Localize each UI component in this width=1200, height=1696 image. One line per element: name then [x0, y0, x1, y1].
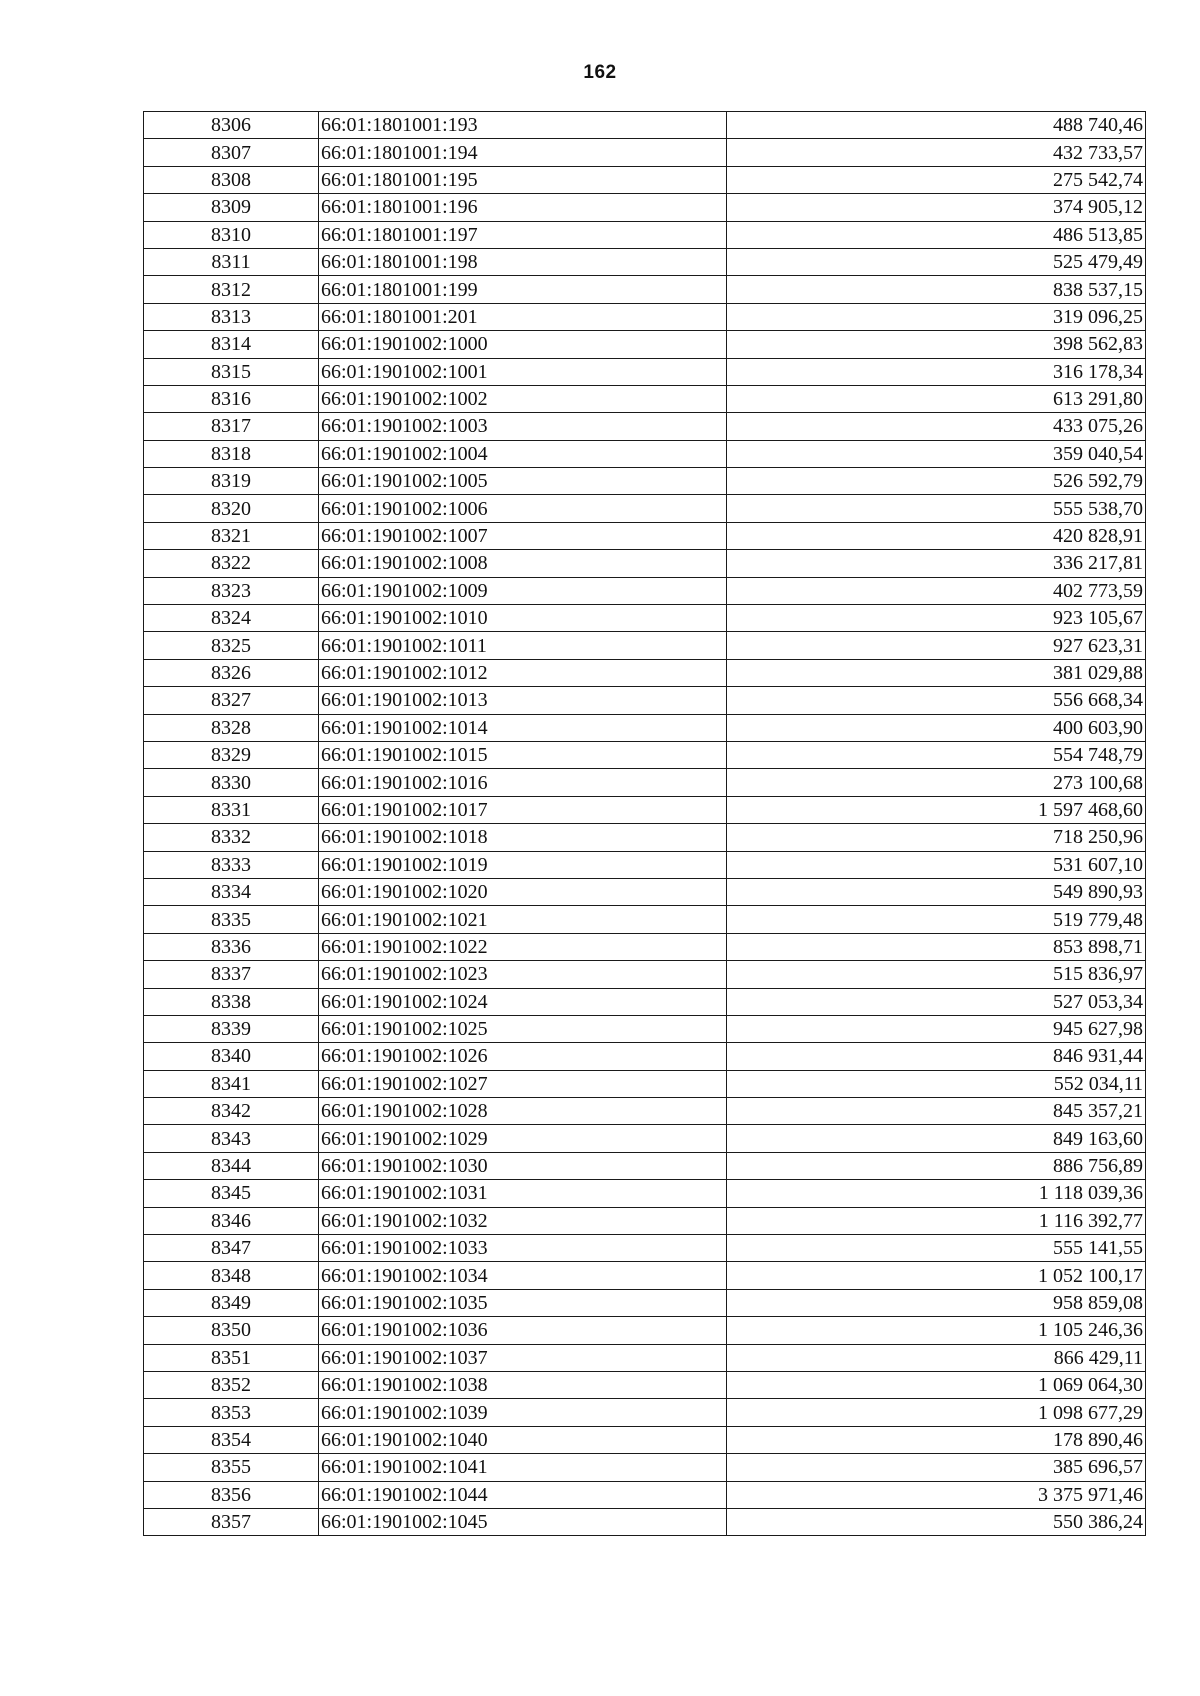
cadastral-value-cell: 1 597 468,60 — [727, 796, 1146, 823]
table-row — [144, 933, 1146, 960]
cadastral-number-cell: 66:01:1901002:1035 — [319, 1289, 727, 1316]
cadastral-value-cell: 1 098 677,29 — [727, 1399, 1146, 1426]
table-row — [144, 1125, 1146, 1152]
cadastral-number-cell: 66:01:1901002:1022 — [319, 933, 727, 960]
cadastral-value-cell: 432 733,57 — [727, 139, 1146, 166]
cadastral-number-cell: 66:01:1901002:1006 — [319, 495, 727, 522]
cadastral-number-cell: 66:01:1901002:1039 — [319, 1399, 727, 1426]
table-row — [144, 166, 1146, 193]
row-number-cell: 8323 — [144, 577, 319, 604]
cadastral-number-cell: 66:01:1901002:1040 — [319, 1426, 727, 1453]
cadastral-value-cell: 525 479,49 — [727, 248, 1146, 275]
cadastral-number-cell: 66:01:1801001:198 — [319, 248, 727, 275]
row-number-cell: 8349 — [144, 1289, 319, 1316]
table-row — [144, 824, 1146, 851]
cadastral-number-cell: 66:01:1901002:1016 — [319, 769, 727, 796]
cadastral-value-cell: 554 748,79 — [727, 741, 1146, 768]
row-number-cell: 8320 — [144, 495, 319, 522]
row-number-cell: 8345 — [144, 1180, 319, 1207]
row-number-cell: 8316 — [144, 385, 319, 412]
cadastral-value-cell: 552 034,11 — [727, 1070, 1146, 1097]
row-number-cell: 8327 — [144, 687, 319, 714]
cadastral-number-cell: 66:01:1901002:1002 — [319, 385, 727, 412]
cadastral-number-cell: 66:01:1901002:1021 — [319, 906, 727, 933]
cadastral-value-cell: 923 105,67 — [727, 605, 1146, 632]
cadastral-number-cell: 66:01:1901002:1010 — [319, 605, 727, 632]
cadastral-value-table — [143, 111, 1146, 1536]
table-row — [144, 248, 1146, 275]
row-number-cell: 8334 — [144, 878, 319, 905]
cadastral-value-cell: 336 217,81 — [727, 550, 1146, 577]
table-row — [144, 1098, 1146, 1125]
cadastral-number-cell: 66:01:1901002:1031 — [319, 1180, 727, 1207]
cadastral-value-cell: 527 053,34 — [727, 988, 1146, 1015]
cadastral-number-cell: 66:01:1901002:1026 — [319, 1043, 727, 1070]
table-row — [144, 741, 1146, 768]
table-row — [144, 1371, 1146, 1398]
row-number-cell: 8339 — [144, 1015, 319, 1042]
cadastral-value-cell: 433 075,26 — [727, 413, 1146, 440]
cadastral-value-cell: 556 668,34 — [727, 687, 1146, 714]
table-row — [144, 139, 1146, 166]
table-row — [144, 1508, 1146, 1535]
cadastral-number-cell: 66:01:1901002:1001 — [319, 358, 727, 385]
row-number-cell: 8355 — [144, 1454, 319, 1481]
row-number-cell: 8310 — [144, 221, 319, 248]
cadastral-value-cell: 849 163,60 — [727, 1125, 1146, 1152]
row-number-cell: 8328 — [144, 714, 319, 741]
row-number-cell: 8308 — [144, 166, 319, 193]
table-row — [144, 550, 1146, 577]
table-row — [144, 1152, 1146, 1179]
row-number-cell: 8317 — [144, 413, 319, 440]
cadastral-value-cell: 515 836,97 — [727, 961, 1146, 988]
cadastral-number-cell: 66:01:1901002:1004 — [319, 440, 727, 467]
table-row — [144, 522, 1146, 549]
cadastral-number-cell: 66:01:1801001:195 — [319, 166, 727, 193]
row-number-cell: 8312 — [144, 276, 319, 303]
cadastral-value-cell: 319 096,25 — [727, 303, 1146, 330]
cadastral-number-cell: 66:01:1901002:1011 — [319, 632, 727, 659]
cadastral-number-cell: 66:01:1801001:197 — [319, 221, 727, 248]
table-row — [144, 1043, 1146, 1070]
table-row — [144, 1180, 1146, 1207]
table-body — [144, 112, 1146, 1536]
cadastral-value-cell: 526 592,79 — [727, 468, 1146, 495]
row-number-cell: 8319 — [144, 468, 319, 495]
row-number-cell: 8336 — [144, 933, 319, 960]
cadastral-value-cell: 402 773,59 — [727, 577, 1146, 604]
table-row — [144, 851, 1146, 878]
table-row — [144, 1015, 1146, 1042]
row-number-cell: 8351 — [144, 1344, 319, 1371]
cadastral-value-cell: 400 603,90 — [727, 714, 1146, 741]
cadastral-number-cell: 66:01:1901002:1037 — [319, 1344, 727, 1371]
row-number-cell: 8340 — [144, 1043, 319, 1070]
row-number-cell: 8333 — [144, 851, 319, 878]
table-row — [144, 413, 1146, 440]
cadastral-number-cell: 66:01:1901002:1020 — [319, 878, 727, 905]
row-number-cell: 8353 — [144, 1399, 319, 1426]
table-row — [144, 1399, 1146, 1426]
cadastral-number-cell: 66:01:1901002:1018 — [319, 824, 727, 851]
cadastral-number-cell: 66:01:1901002:1019 — [319, 851, 727, 878]
table-row — [144, 1207, 1146, 1234]
row-number-cell: 8337 — [144, 961, 319, 988]
table-row — [144, 1344, 1146, 1371]
row-number-cell: 8311 — [144, 248, 319, 275]
cadastral-value-cell: 420 828,91 — [727, 522, 1146, 549]
cadastral-number-cell: 66:01:1901002:1000 — [319, 331, 727, 358]
cadastral-value-cell: 866 429,11 — [727, 1344, 1146, 1371]
table-row — [144, 687, 1146, 714]
cadastral-number-cell: 66:01:1901002:1028 — [319, 1098, 727, 1125]
row-number-cell: 8343 — [144, 1125, 319, 1152]
cadastral-number-cell: 66:01:1901002:1025 — [319, 1015, 727, 1042]
cadastral-value-cell: 3 375 971,46 — [727, 1481, 1146, 1508]
row-number-cell: 8329 — [144, 741, 319, 768]
table-row — [144, 1426, 1146, 1453]
table-row — [144, 605, 1146, 632]
table-row — [144, 1481, 1146, 1508]
table-row — [144, 194, 1146, 221]
table-row — [144, 906, 1146, 933]
page-number: 162 — [583, 62, 617, 83]
row-number-cell: 8331 — [144, 796, 319, 823]
table-row — [144, 988, 1146, 1015]
cadastral-number-cell: 66:01:1901002:1003 — [319, 413, 727, 440]
cadastral-number-cell: 66:01:1901002:1015 — [319, 741, 727, 768]
table-row — [144, 276, 1146, 303]
row-number-cell: 8350 — [144, 1317, 319, 1344]
cadastral-number-cell: 66:01:1901002:1007 — [319, 522, 727, 549]
cadastral-value-cell: 838 537,15 — [727, 276, 1146, 303]
row-number-cell: 8346 — [144, 1207, 319, 1234]
table-row — [144, 1289, 1146, 1316]
row-number-cell: 8347 — [144, 1235, 319, 1262]
table-row — [144, 714, 1146, 741]
table-row — [144, 769, 1146, 796]
row-number-cell: 8330 — [144, 769, 319, 796]
row-number-cell: 8341 — [144, 1070, 319, 1097]
cadastral-value-cell: 275 542,74 — [727, 166, 1146, 193]
row-number-cell: 8354 — [144, 1426, 319, 1453]
row-number-cell: 8307 — [144, 139, 319, 166]
cadastral-value-cell: 846 931,44 — [727, 1043, 1146, 1070]
table-row — [144, 440, 1146, 467]
cadastral-value-cell: 945 627,98 — [727, 1015, 1146, 1042]
row-number-cell: 8325 — [144, 632, 319, 659]
table-row — [144, 796, 1146, 823]
cadastral-number-cell: 66:01:1901002:1034 — [319, 1262, 727, 1289]
cadastral-value-cell: 613 291,80 — [727, 385, 1146, 412]
cadastral-number-cell: 66:01:1801001:199 — [319, 276, 727, 303]
cadastral-number-cell: 66:01:1901002:1041 — [319, 1454, 727, 1481]
table-row — [144, 577, 1146, 604]
cadastral-number-cell: 66:01:1801001:201 — [319, 303, 727, 330]
row-number-cell: 8309 — [144, 194, 319, 221]
cadastral-value-cell: 273 100,68 — [727, 769, 1146, 796]
cadastral-value-cell: 718 250,96 — [727, 824, 1146, 851]
table-row — [144, 1235, 1146, 1262]
table-row — [144, 358, 1146, 385]
row-number-cell: 8315 — [144, 358, 319, 385]
table-row — [144, 468, 1146, 495]
cadastral-value-cell: 853 898,71 — [727, 933, 1146, 960]
cadastral-number-cell: 66:01:1901002:1027 — [319, 1070, 727, 1097]
table-row — [144, 659, 1146, 686]
cadastral-value-cell: 316 178,34 — [727, 358, 1146, 385]
cadastral-number-cell: 66:01:1901002:1023 — [319, 961, 727, 988]
table-row — [144, 112, 1146, 139]
cadastral-number-cell: 66:01:1901002:1036 — [319, 1317, 727, 1344]
cadastral-number-cell: 66:01:1901002:1038 — [319, 1371, 727, 1398]
row-number-cell: 8332 — [144, 824, 319, 851]
table-row — [144, 1317, 1146, 1344]
table-row — [144, 303, 1146, 330]
row-number-cell: 8348 — [144, 1262, 319, 1289]
cadastral-value-cell: 178 890,46 — [727, 1426, 1146, 1453]
table-row — [144, 331, 1146, 358]
cadastral-value-cell: 555 538,70 — [727, 495, 1146, 522]
cadastral-value-cell: 555 141,55 — [727, 1235, 1146, 1262]
cadastral-number-cell: 66:01:1801001:194 — [319, 139, 727, 166]
table-row — [144, 221, 1146, 248]
table-row — [144, 632, 1146, 659]
table-row — [144, 495, 1146, 522]
cadastral-number-cell: 66:01:1901002:1029 — [319, 1125, 727, 1152]
cadastral-value-cell: 958 859,08 — [727, 1289, 1146, 1316]
cadastral-value-cell: 845 357,21 — [727, 1098, 1146, 1125]
row-number-cell: 8326 — [144, 659, 319, 686]
cadastral-value-cell: 1 052 100,17 — [727, 1262, 1146, 1289]
row-number-cell: 8318 — [144, 440, 319, 467]
cadastral-number-cell: 66:01:1901002:1005 — [319, 468, 727, 495]
cadastral-value-cell: 486 513,85 — [727, 221, 1146, 248]
cadastral-number-cell: 66:01:1801001:193 — [319, 112, 727, 139]
cadastral-number-cell: 66:01:1901002:1032 — [319, 1207, 727, 1234]
row-number-cell: 8314 — [144, 331, 319, 358]
row-number-cell: 8321 — [144, 522, 319, 549]
cadastral-number-cell: 66:01:1901002:1044 — [319, 1481, 727, 1508]
table-row — [144, 1454, 1146, 1481]
row-number-cell: 8342 — [144, 1098, 319, 1125]
table-row — [144, 385, 1146, 412]
table-row — [144, 961, 1146, 988]
row-number-cell: 8344 — [144, 1152, 319, 1179]
cadastral-value-cell: 550 386,24 — [727, 1508, 1146, 1535]
table-row — [144, 1070, 1146, 1097]
cadastral-number-cell: 66:01:1901002:1030 — [319, 1152, 727, 1179]
cadastral-value-cell: 531 607,10 — [727, 851, 1146, 878]
cadastral-number-cell: 66:01:1801001:196 — [319, 194, 727, 221]
cadastral-value-cell: 374 905,12 — [727, 194, 1146, 221]
cadastral-number-cell: 66:01:1901002:1017 — [319, 796, 727, 823]
cadastral-value-cell: 385 696,57 — [727, 1454, 1146, 1481]
cadastral-value-cell: 1 069 064,30 — [727, 1371, 1146, 1398]
cadastral-value-cell: 927 623,31 — [727, 632, 1146, 659]
cadastral-value-cell: 488 740,46 — [727, 112, 1146, 139]
cadastral-value-cell: 381 029,88 — [727, 659, 1146, 686]
row-number-cell: 8335 — [144, 906, 319, 933]
cadastral-number-cell: 66:01:1901002:1008 — [319, 550, 727, 577]
row-number-cell: 8324 — [144, 605, 319, 632]
row-number-cell: 8338 — [144, 988, 319, 1015]
row-number-cell: 8322 — [144, 550, 319, 577]
cadastral-number-cell: 66:01:1901002:1013 — [319, 687, 727, 714]
row-number-cell: 8352 — [144, 1371, 319, 1398]
row-number-cell: 8313 — [144, 303, 319, 330]
cadastral-number-cell: 66:01:1901002:1014 — [319, 714, 727, 741]
cadastral-value-cell: 549 890,93 — [727, 878, 1146, 905]
cadastral-number-cell: 66:01:1901002:1045 — [319, 1508, 727, 1535]
cadastral-number-cell: 66:01:1901002:1012 — [319, 659, 727, 686]
cadastral-number-cell: 66:01:1901002:1024 — [319, 988, 727, 1015]
row-number-cell: 8356 — [144, 1481, 319, 1508]
table-row — [144, 1262, 1146, 1289]
cadastral-number-cell: 66:01:1901002:1033 — [319, 1235, 727, 1262]
cadastral-value-cell: 519 779,48 — [727, 906, 1146, 933]
cadastral-value-cell: 886 756,89 — [727, 1152, 1146, 1179]
row-number-cell: 8357 — [144, 1508, 319, 1535]
cadastral-value-cell: 1 116 392,77 — [727, 1207, 1146, 1234]
row-number-cell: 8306 — [144, 112, 319, 139]
table-row — [144, 878, 1146, 905]
cadastral-value-cell: 1 105 246,36 — [727, 1317, 1146, 1344]
cadastral-number-cell: 66:01:1901002:1009 — [319, 577, 727, 604]
cadastral-value-cell: 1 118 039,36 — [727, 1180, 1146, 1207]
cadastral-value-cell: 398 562,83 — [727, 331, 1146, 358]
cadastral-value-cell: 359 040,54 — [727, 440, 1146, 467]
